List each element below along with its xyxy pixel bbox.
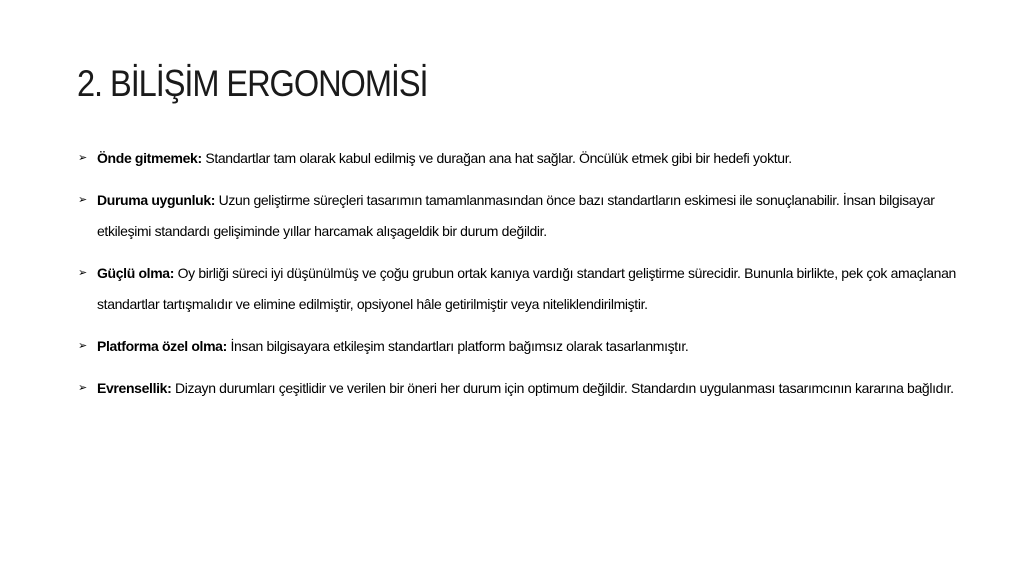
- bullet-text: Standartlar tam olarak kabul edilmiş ve durağan ana hat sağlar. Öncülük etmek gibi bir hedefi yoktur.: [201, 150, 792, 166]
- bullet-term: Platforma özel olma:: [97, 338, 227, 354]
- bullet-term: Duruma uygunluk:: [97, 192, 216, 208]
- arrow-bullet-icon: ➢: [78, 152, 87, 164]
- bullet-item: [78, 258, 958, 320]
- bullet-term: Önde gitmemek:: [97, 150, 202, 166]
- bullet-item: [78, 143, 958, 174]
- arrow-bullet-icon: ➢: [78, 340, 87, 352]
- bullet-item: [78, 331, 958, 362]
- bullet-item: [78, 185, 958, 247]
- arrow-bullet-icon: ➢: [78, 194, 87, 206]
- arrow-bullet-icon: ➢: [78, 382, 87, 394]
- arrow-bullet-icon: ➢: [78, 267, 87, 279]
- bullet-list: [78, 143, 958, 415]
- slide-title: 2. BİLİŞİM ERGONOMİSİ: [77, 63, 428, 104]
- bullet-text: Oy birliği süreci iyi düşünülmüş ve çoğu grubun ortak kanıya vardığı standart geliştirme sürecidir. Bununla birlikte, pek çok amaçlanan standartlar tartışmalıdır ve elimine edilmiştir, opsiyonel hâle getirilmiştir veya niteliklendirilmiştir.: [97, 265, 956, 312]
- bullet-item: [78, 373, 958, 404]
- bullet-text: Dizayn durumları çeşitlidir ve verilen bir öneri her durum için optimum değildir. Standardın uygulanması tasarımcının kararına bağlıdır.: [171, 380, 954, 396]
- bullet-term: Güçlü olma:: [97, 265, 175, 281]
- bullet-text: İnsan bilgisayara etkileşim standartları platform bağımsız olarak tasarlanmıştır.: [226, 338, 689, 354]
- bullet-text: Uzun geliştirme süreçleri tasarımın tamamlanmasından önce bazı standartların eskimesi ile sonuçlanabilir. İnsan bilgisayar etkileşimi standardı gelişiminde yıllar harcamak alışageldik bir durum değildir.: [97, 192, 935, 239]
- bullet-term: Evrensellik:: [97, 380, 172, 396]
